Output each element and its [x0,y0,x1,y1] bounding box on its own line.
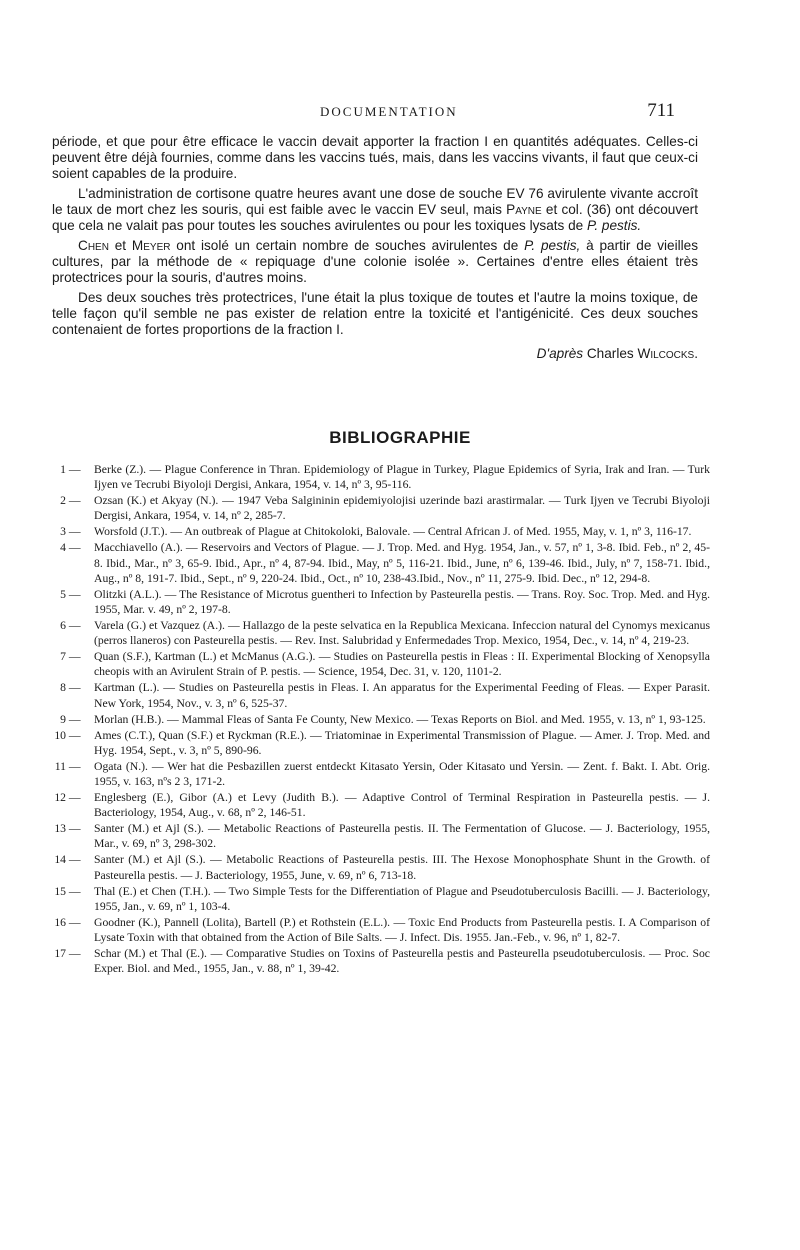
entry-number-value: 14 [54,853,66,867]
page-number: 711 [647,100,675,121]
credit-prefix: D'après [536,346,584,361]
paragraph-3-text-f: à partir de vieilles cultures, par la méthode de « repiquage d'une colonie isolée ». Certaines d'entre elles étaient très protectrices pour la souris, d'autres moins. [52,238,699,285]
bibliography-entry [52,728,710,758]
bibliography-entry [52,618,710,648]
entry-number-value: 12 [54,791,66,805]
entry-text: Olitzki (A.L.). — The Resistance of Microtus guentheri to Infection by Pasteurella pestis. — Trans. Roy. Soc. Trop. Med. and Hyg. 1955, Mar. v. 49, nº 2, 197-8. [94,587,710,617]
entry-text: Goodner (K.), Pannell (Lolita), Bartell (P.) et Rothstein (E.L.). — Toxic End Products from Pasteurella pestis. I. A Comparison of Lysate Toxin with that obtained from the Action of Bile Salts. — J. Infect. Dis. 1955. Jan.-Feb., v. 96, nº 1, 82-7. [94,915,710,945]
entry-text: Ozsan (K.) et Akyay (N.). — 1947 Veba Salgininin epidemiyolojisi uzerinde bazi arastirmalar. — Turk Ijyen ve Tecrubi Biyoloji Dergisi, Ankara, 1954, v. 14, nº 2, 285-7. [94,494,710,523]
entry-text: Englesberg (E.), Gibor (A.) et Levy (Judith B.). — Adaptive Control of Terminal Respiration in Pasteurella pestis. — J. Bacteriology, 1954, Aug., v. 68, nº 2, 146-51. [94,791,710,820]
entry-number: 2 — [52,493,86,508]
paragraph-3 [52,238,698,286]
entry-number: 5 — [52,587,86,602]
entry-text: Quan (S.F.), Kartman (L.) et McManus (A.G.). — Studies on Pasteurella pestis in Fleas : II. Experimental Blocking of Xenopsylla cheopis with an Avirulent Strain of P. pestis. — Science, 1954, Dec. 31, v. 120, 1101-2. [94,650,710,679]
bibliography-entry [52,821,710,851]
entry-number: 15 — [52,884,86,899]
bibliography-list [52,462,710,977]
entry-number-value: 4 [60,541,66,555]
entry-number: 16 — [52,915,86,930]
author-payne: Payne [506,202,542,217]
entry-number: 1 — [52,462,86,477]
entry-text: Thal (E.) et Chen (T.H.). — Two Simple Tests for the Differentiation of Plague and Pseudotuberculosis Bacilli. — J. Bacteriology, 1955, Jan., v. 69, nº 1, 103-4. [94,884,710,913]
entry-text: Kartman (L.). — Studies on Pasteurella pestis in Fleas. I. An apparatus for the Experimental Feeding of Fleas. — Exper Parasit. New York, 1954, Nov., v. 3, nº 6, 525-37. [94,681,710,710]
entry-number-value: 8 [60,681,66,695]
entry-text: Macchiavello (A.). — Reservoirs and Vectors of Plague. — J. Trop. Med. and Hyg. 1954, Jan., v. 57, nº 1, 3-8. Ibid. Feb., nº 2, 45-8. Ibid., Mar., nº 3, 65-9. Ibid., Apr., nº 4, 87-94. Ibid., May, nº 5, 116-21. Ibid., June, nº 6, 139-46. Ibid., July, nº 7, 158-71. Ibid., Aug., nº 8, 191-7. Ibid., Sept., nº 9, 220-24. Ibid., Oct., nº 10, 238-43.Ibid., Nov., nº 11, 275-9. Ibid. Dec., nº 12, 294-8. [94,541,710,585]
entry-number-value: 9 [60,712,66,726]
entry-text: Santer (M.) et Ajl (S.). — Metabolic Reactions of Pasteurella pestis. II. The Fermentation of Glucose. — J. Bacteriology, 1955, Mar., v. 69, nº 3, 298-302. [94,822,710,851]
entry-number: 6 — [52,618,86,633]
entry-text: Berke (Z.). — Plague Conference in Thran. Epidemiology of Plague in Turkey, Plague Epidemics of Syria, Irak and Iran. — Turk Ijyen ve Tecrubi Biyoloji Dergisi, Ankara, 1954, v. 14, nº 3, 95-116. [94,463,710,492]
entry-number-value: 2 [60,494,66,508]
bibliography-title: BIBLIOGRAPHIE [329,428,471,447]
running-head: DOCUMENTATION [320,104,458,119]
entry-number: 12 — [52,790,86,805]
bibliography-entry [52,587,710,617]
species-name: P. pestis, [524,238,581,253]
entry-number-value: 16 [54,915,66,929]
page-header [0,100,800,126]
bibliography-entry [52,852,710,882]
entry-number: 3 — [52,524,86,539]
entry-number: 11 — [52,759,86,774]
entry-text: Morlan (H.B.). — Mammal Fleas of Santa Fe County, New Mexico. — Texas Reports on Biol. and Med. 1955, v. 13, nº 1, 93-125. [94,712,706,726]
entry-number-value: 6 [60,619,66,633]
entry-number: 13 — [52,821,86,836]
entry-number: 9 — [52,712,86,727]
bibliography-entry [52,493,710,523]
entry-number-value: 3 [60,525,66,539]
entry-number-value: 15 [54,884,66,898]
bibliography-entry [52,524,710,539]
bibliography-entry [52,462,710,492]
paragraph-3-text-b: et [108,238,132,253]
entry-text: Varela (G.) et Vazquez (A.). — Hallazgo de la peste selvatica en la Republica Mexicana. Infeccion natural del Cynomys mexicanus (perros llaneros) con Pasteurella pestis. — Rev. Inst. Salubridad y Enfermedades Trop. Mexico, 1954, Dec., v. 14, nº 4, 219-23. [94,619,710,648]
bibliography-entry [52,946,710,976]
entry-number: 8 — [52,680,86,695]
article-body [52,134,698,366]
bibliography-entry [52,759,710,789]
bibliography-entry [52,680,710,710]
credit-firstname: Charles [583,346,638,361]
species-name: P. pestis. [587,218,642,233]
bibliography-entry [52,712,710,727]
entry-number: 17 — [52,946,86,961]
entry-number-value: 7 [60,650,66,664]
author-chen: Chen [78,238,109,253]
entry-number-value: 1 [60,463,66,476]
entry-number: 7 — [52,649,86,664]
entry-text: Worsfold (J.T.). — An outbreak of Plague at Chitokoloki, Balovale. — Central African J. of Med. 1955, May, v. 1, nº 3, 116-17. [94,525,692,539]
bibliography-entry [52,540,710,586]
author-credit [52,346,698,362]
entry-text: Ames (C.T.), Quan (S.F.) et Ryckman (R.E.). — Triatominae in Experimental Transmission of Plague. — Amer. J. Trop. Med. and Hyg. 1954, Sept., v. 3, nº 5, 890-96. [94,728,710,757]
entry-number-value: 13 [54,822,66,836]
bibliography-entry [52,649,710,679]
entry-number-value: 11 [54,759,66,773]
entry-number: 4 — [52,540,86,555]
credit-surname: Wilcocks. [637,346,698,361]
author-meyer: Meyer [131,238,171,253]
paragraph-4: Des deux souches très protectrices, l'une était la plus toxique de toutes et l'autre la moins toxique, de telle façon qu'il semble ne pas exister de relation entre la toxicité et l'antigénicité. Ces deux souches contenaient de fortes proportions de la fraction I. [52,290,698,337]
paragraph-1: période, et que pour être efficace le vaccin devait apporter la fraction I en quantités adéquates. Celles-ci peuvent être déjà fournies, comme dans les vaccins tués, mais, dans les vaccins vivants, il faut que ceux-ci soient capables de la produire. [52,134,698,181]
bibliography-entry [52,790,710,820]
bibliography-entry [52,915,710,945]
entry-number: 10 — [52,728,86,743]
entry-text: Ogata (N.). — Wer hat die Pesbazillen zuerst entdeckt Kitasato Yersin, Oder Kitasato und Yersin. — Zent. f. Bakt. I. Abt. Orig. 1955, v. 163, nºs 2 3, 171-2. [94,759,710,789]
paragraph-3-text-d: ont isolé un certain nombre de souches avirulentes de [170,238,525,253]
entry-text: Santer (M.) et Ajl (S.). — Metabolic Reactions of Pasteurella pestis. III. The Hexose Monophosphate Shunt in the Growth. of Pasteurella pestis. — J. Bacteriology, 1955, June, v. 69, nº 6, 713-18. [94,853,710,882]
entry-text: Schar (M.) et Thal (E.). — Comparative Studies on Toxins of Pasteurella pestis and Pasteurella pseudotuberculosis. — Proc. Soc Exper. Biol. and Med., 1955, Jan., v. 88, nº 1, 39-42. [94,947,710,976]
entry-number: 14 — [52,852,86,867]
paragraph-2 [52,186,698,234]
entry-number-value: 5 [60,587,66,601]
paragraph-2-text-a: L'administration de cortisone quatre heures avant une dose de souche EV 76 avirulente vivante accroît le taux de mort chez les souris, qui est faible avec le vaccin EV seul, mais [52,186,698,217]
paragraph-2-text-c: et col. (36) ont découvert que cela ne valait pas pour toutes les souches avirulentes ou pour les toxiques lysats de [52,202,698,233]
entry-number-value: 10 [54,728,66,742]
entry-number-value: 17 [54,947,66,961]
bibliography-entry [52,884,710,914]
